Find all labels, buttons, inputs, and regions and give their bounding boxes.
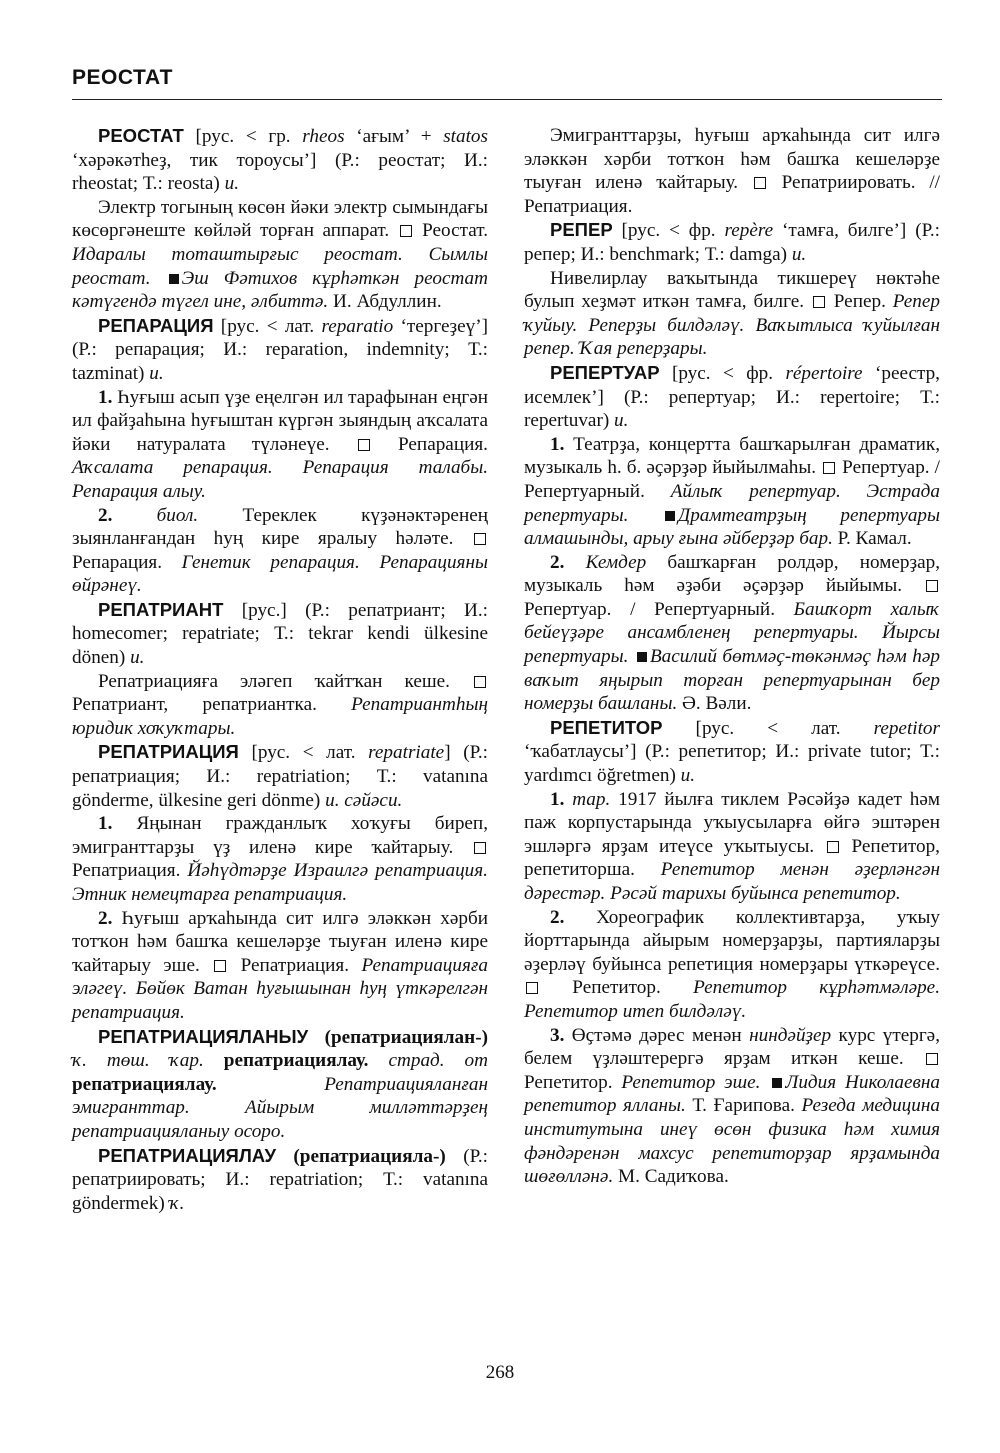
definition-text: Репатриацияға эләгеп ҡайтҡан кеше. bbox=[98, 670, 472, 692]
quote: Лидия Николаевна репетитор ялланы. bbox=[524, 1071, 940, 1117]
definition-text: Һуғыш арҡаһында сит илгә эләккән хәрби тотҡон һәм башҡа кешеләрҙе тыуған иленә кире ҡайтарыу эше. bbox=[72, 907, 488, 976]
square-outline-icon bbox=[813, 296, 825, 308]
etymology: ‘тергеҙеү’] (Р.: репарация; И.: reparation, indemnity; Т.: tazminat) bbox=[72, 315, 488, 384]
continued-definition bbox=[524, 124, 940, 218]
examples: Башҡорт халыҡ бейеүҙәре ансамбленең репертуары. Йырсы репертуары. bbox=[524, 598, 940, 668]
square-outline-icon bbox=[474, 842, 486, 854]
russian-equivalent: Репертуар. / Репертуарный. bbox=[524, 457, 940, 502]
examples: Репетитор кұрһәтмәләре. Репетитор итеп билдәләү. bbox=[524, 977, 940, 1022]
part-of-speech: ҡ. bbox=[169, 1192, 185, 1214]
sense-2 bbox=[524, 906, 940, 1024]
entry-repatriacialau bbox=[72, 1144, 488, 1216]
header-rule bbox=[72, 99, 942, 100]
sense-number: 3. bbox=[550, 1024, 565, 1046]
entry-repetitor bbox=[524, 716, 940, 788]
sense-1 bbox=[524, 433, 940, 551]
quote-author: Ә. Вәли. bbox=[677, 693, 752, 715]
etymology: ‘тамға, билге’] (Р.: репер; И.: benchmark; Т.: damga) bbox=[524, 220, 940, 265]
sense-3 bbox=[524, 1024, 940, 1189]
usage-label: страд. от bbox=[388, 1050, 489, 1072]
definition bbox=[524, 267, 940, 361]
square-outline-icon bbox=[754, 177, 766, 189]
definition-text: Һуғыш асып үҙе еңелгән ил тарафынан еңгән ил файҙаһына һуғыштан күргән зыяндың аҡсалата йәки натуралата түләнеүе. bbox=[72, 386, 488, 455]
sense-2 bbox=[524, 551, 940, 716]
etymology: [рус.] (Р.: репатриант; И.: homecomer; repatriate; Т.: tekrar kendi ülkesine dönen) bbox=[72, 599, 488, 669]
sense-2 bbox=[72, 504, 488, 598]
examples: Аҡсалата репарация. Репарация талабы. Репарация алыу. bbox=[72, 457, 488, 502]
part-of-speech: и. bbox=[130, 647, 145, 669]
etymology-source: reparatio bbox=[321, 315, 394, 337]
square-filled-icon bbox=[169, 274, 179, 284]
entry-reparacia bbox=[72, 314, 488, 386]
sense-1 bbox=[524, 788, 940, 906]
entry-reper bbox=[524, 218, 940, 266]
part-of-speech: ҡ. төш. ҡар. bbox=[72, 1050, 204, 1072]
square-outline-icon bbox=[214, 960, 226, 972]
examples: Репатриацияға эләгеү. Бөйөк Ватан һуғышынан һуң үткәрелгән репатриация. bbox=[72, 954, 488, 1023]
examples: Репер ҡуйыу. Реперҙы билдәләү. Ваҡытлыса ҡуйылған репер. Ҡая реперҙары. bbox=[524, 291, 940, 360]
square-outline-icon bbox=[474, 676, 486, 688]
square-outline-icon bbox=[400, 225, 412, 237]
sense-number: 2. bbox=[98, 907, 113, 929]
sense-number: 2. bbox=[550, 906, 565, 928]
etymology-source: repère bbox=[724, 220, 774, 242]
examples: Идаралы тоташтырғыс реостат. Сымлы реостат. bbox=[72, 243, 488, 289]
square-outline-icon bbox=[474, 533, 486, 545]
headword: РЕПАТРИАНТ bbox=[98, 598, 224, 620]
russian-equivalent: Репетитор. bbox=[524, 1071, 622, 1093]
etymology: [рус. < фр. bbox=[659, 362, 786, 384]
quote-author: Т. Ғарипова. bbox=[685, 1095, 802, 1117]
headword: РЕПЕР bbox=[550, 219, 613, 241]
part-of-speech: и. сәйәси. bbox=[325, 789, 403, 811]
quote: Эш Фәтихов кұрһәткән реостат кәтүгендә түгел ине, әлбиттә. bbox=[72, 267, 489, 313]
etymology-source: repatriate bbox=[368, 742, 445, 764]
running-head: РЕОСТАТ bbox=[72, 66, 173, 89]
etymology-source: repetitor bbox=[873, 717, 940, 739]
entry-reostat bbox=[72, 124, 488, 196]
etymology: ] (Р.: репатриация; И.: repatriation; Т.: vatanına gönderme, ülkesine geri dönme) bbox=[72, 742, 488, 811]
russian-equivalent: Репетитор, репетиторша. bbox=[524, 835, 940, 881]
examples: Репетитор эше. bbox=[621, 1071, 761, 1093]
etymology: ‘хәрәкәтһеҙ, тик тороусы’] (Р.: реостат; И.: rheostat; Т.: reosta) bbox=[72, 149, 488, 195]
etymology: [рус. < гр. bbox=[183, 126, 303, 147]
quote-author: Р. Камал. bbox=[832, 528, 912, 550]
sense-number: 1. bbox=[550, 788, 565, 810]
sense-number: 1. bbox=[550, 433, 565, 455]
sense-number: 1. bbox=[98, 386, 113, 408]
examples: Йәһүдтәрҙе Израилгә репатриация. Этник немецтарға репатриация. bbox=[72, 860, 488, 905]
russian-equivalent: Репертуар. / Репертуарный. bbox=[524, 598, 794, 620]
definition-text: Электр тогының көсөн йәки электр сымындағы көсөргәнеште көйләй торған аппарат. bbox=[72, 196, 488, 242]
examples: Репетитор менән әҙерләнгән дәрестәр. Рәсәй тарихы буйынса репетитор. bbox=[524, 859, 940, 904]
russian-equivalent: Репарация. bbox=[72, 551, 182, 573]
entry-repatriacialanyu bbox=[72, 1025, 488, 1144]
etymology: [рус. < лат. bbox=[238, 742, 369, 764]
headword: РЕПАТРИАЦИЯЛАУ bbox=[98, 1144, 276, 1166]
quote: Василий бөтмәҫ-төкәнмәҫ һәм һәр ваҡыт яңырып торған репертуарынан бер номерҙы башланы. bbox=[524, 646, 941, 715]
square-outline-icon bbox=[926, 580, 938, 592]
headword: РЕПАТРИАЦИЯ bbox=[98, 741, 239, 763]
definition-text: Эмигранттарҙы, һуғыш арҡаһында сит илгә эләккән хәрби тотҡон һәм башҡа кешеләрҙе тыуған иленә ҡайтарыу. bbox=[524, 125, 940, 194]
entry-repatriacia bbox=[72, 740, 488, 812]
right-column bbox=[524, 124, 940, 1189]
etymology: ‘реестр, исемлек’] (Р.: репертуар; И.: repertoire; Т.: repertuvar) bbox=[524, 362, 940, 432]
definition-text: курс үтергә, белем үҙләштерергә ярҙам иткән кеше. bbox=[524, 1024, 941, 1070]
quote: Резеда медицина институтына инеү өсөн физика һәм химия фәндәренән махсус репетиторҙар ярҙамында шөғөлләнә. bbox=[524, 1095, 940, 1188]
examples: Генетик репарация. Репарацияны өйрәнеү. bbox=[72, 551, 488, 597]
etymology: ‘ҡабатлаусы’] (Р.: репетитор; И.: private tutor; Т.: yardımcı öğretmen) bbox=[524, 741, 940, 787]
cross-reference: репатриациялау. bbox=[72, 1073, 325, 1095]
russian-equivalent: Репатриант, репатриантка. bbox=[72, 694, 352, 716]
definition-text: Театрҙа, концертта башҡарылған драматик, музыкаль һ. б. әҫәрҙәр йыйылмаһы. bbox=[524, 433, 940, 479]
definition-text: Хореографик коллективтарҙа, уҡыу йорттарында айырым номерҙарҙы, партияларҙы әҙерләү буйынса репетиция номерҙары үткәреүсе. bbox=[524, 906, 940, 975]
quote-author: И. Абдуллин. bbox=[328, 291, 442, 313]
definition bbox=[72, 670, 488, 741]
sense-1 bbox=[72, 386, 488, 504]
definition-text: 1917 йылға тиклем Рәсәйҙә кадет һәм паж корпустарында уҡыусыларға өйгә эштәрен эшләргә ярҙам итеүсе уҡытыусы. bbox=[524, 788, 940, 857]
usage-label: тар. bbox=[564, 788, 611, 810]
part-of-speech: и. bbox=[614, 410, 629, 432]
square-filled-icon bbox=[637, 652, 647, 662]
sense-2 bbox=[72, 907, 488, 1025]
examples: Репатриантһың юридик хоҡуҡтары. bbox=[72, 694, 488, 739]
square-outline-icon bbox=[526, 982, 538, 994]
russian-equivalent: Репетитор. bbox=[540, 977, 694, 999]
entry-repertuar bbox=[524, 361, 940, 433]
definition-text: Нивелирлау ваҡытында тикшереү нөктәһе булып хеҙмәт иткән тамға, билге. bbox=[524, 267, 940, 313]
quote-author: М. Садиҡова. bbox=[613, 1166, 729, 1188]
headword: РЕПЕТИТОР bbox=[550, 716, 663, 738]
stem: (репатриациялан-) bbox=[308, 1026, 488, 1048]
usage-label: ниндәйҙер bbox=[749, 1024, 832, 1046]
definition-text: Яңынан гражданлыҡ хоҡуғы биреп, эмигранттарҙы үҙ иленә кире ҡайтарыу. bbox=[72, 813, 488, 858]
etymology: ‘ағым’ + bbox=[344, 126, 444, 147]
stem: (репатриациялa-) bbox=[275, 1145, 464, 1167]
part-of-speech: и. bbox=[680, 765, 696, 787]
etymology-source: rheos bbox=[302, 126, 345, 147]
etymology-source: statos bbox=[443, 126, 488, 147]
sense-number: 2. bbox=[98, 504, 113, 526]
russian-equivalent: Репер. bbox=[826, 291, 893, 313]
definition-text: Тереклек күҙәнәктәренең зыянланғандан һуң кире яралыу һәләте. bbox=[72, 504, 488, 550]
russian-equivalent: Репарация. bbox=[371, 433, 488, 455]
sense-number: 2. bbox=[550, 551, 565, 573]
square-filled-icon bbox=[665, 511, 675, 521]
headword: РЕПЕРТУАР bbox=[550, 361, 660, 383]
usage-label: биол. bbox=[112, 504, 199, 526]
page-number: 268 bbox=[485, 1362, 515, 1383]
etymology: [рус. < лат. bbox=[662, 717, 874, 739]
definition-text: башҡарған ролдәр, номерҙар, музыкаль һәм әҙәби әҫәрҙәр йыйымы. bbox=[524, 551, 940, 597]
square-filled-icon bbox=[772, 1078, 782, 1088]
part-of-speech: и. bbox=[224, 173, 239, 195]
headword: РЕОСТАТ bbox=[98, 125, 184, 146]
russian-equivalent: Репатриировать. // Репатриация. bbox=[524, 172, 940, 217]
russian-equivalent: Репатриация. bbox=[228, 954, 362, 976]
examples: Айлыҡ репертуар. Эстрада репертуары. bbox=[524, 480, 940, 526]
square-outline-icon bbox=[827, 841, 839, 853]
usage-label: Кемдер bbox=[564, 551, 647, 573]
entry-repatriant bbox=[72, 598, 488, 670]
definition-text: Өҫтәмә дәрес менән bbox=[564, 1024, 750, 1046]
quote: Драмтеатрҙың репертуары алмашынды, арыу ғына әйберҙәр бар. bbox=[524, 504, 940, 550]
examples: Репатриацияланған эмигранттар. Айырым милләттәрҙең репатриацияланыу осоро. bbox=[72, 1073, 488, 1142]
headword: РЕПАТРИАЦИЯЛАНЫУ bbox=[98, 1025, 309, 1047]
sense-1 bbox=[72, 812, 488, 906]
sense-number: 1. bbox=[98, 813, 113, 835]
headword: РЕПАРАЦИЯ bbox=[98, 314, 214, 336]
square-outline-icon bbox=[926, 1053, 938, 1065]
square-outline-icon bbox=[358, 439, 370, 451]
square-outline-icon bbox=[823, 462, 835, 474]
part-of-speech: и. bbox=[791, 243, 807, 265]
etymology: (Р.: репатриировать; И.: repatriation; Т.: vatanına göndermek) bbox=[72, 1145, 488, 1214]
etymology: [рус. < фр. bbox=[612, 220, 725, 242]
part-of-speech: и. bbox=[149, 362, 164, 384]
russian-equivalent: Реостат. bbox=[413, 220, 488, 242]
russian-equivalent: Репатриация. bbox=[72, 860, 188, 882]
definition bbox=[72, 196, 488, 314]
etymology-source: répertoire bbox=[785, 362, 863, 384]
cross-reference: репатриациялау. bbox=[203, 1050, 389, 1072]
left-column bbox=[72, 124, 488, 1215]
etymology: [рус. < лат. bbox=[213, 315, 322, 337]
